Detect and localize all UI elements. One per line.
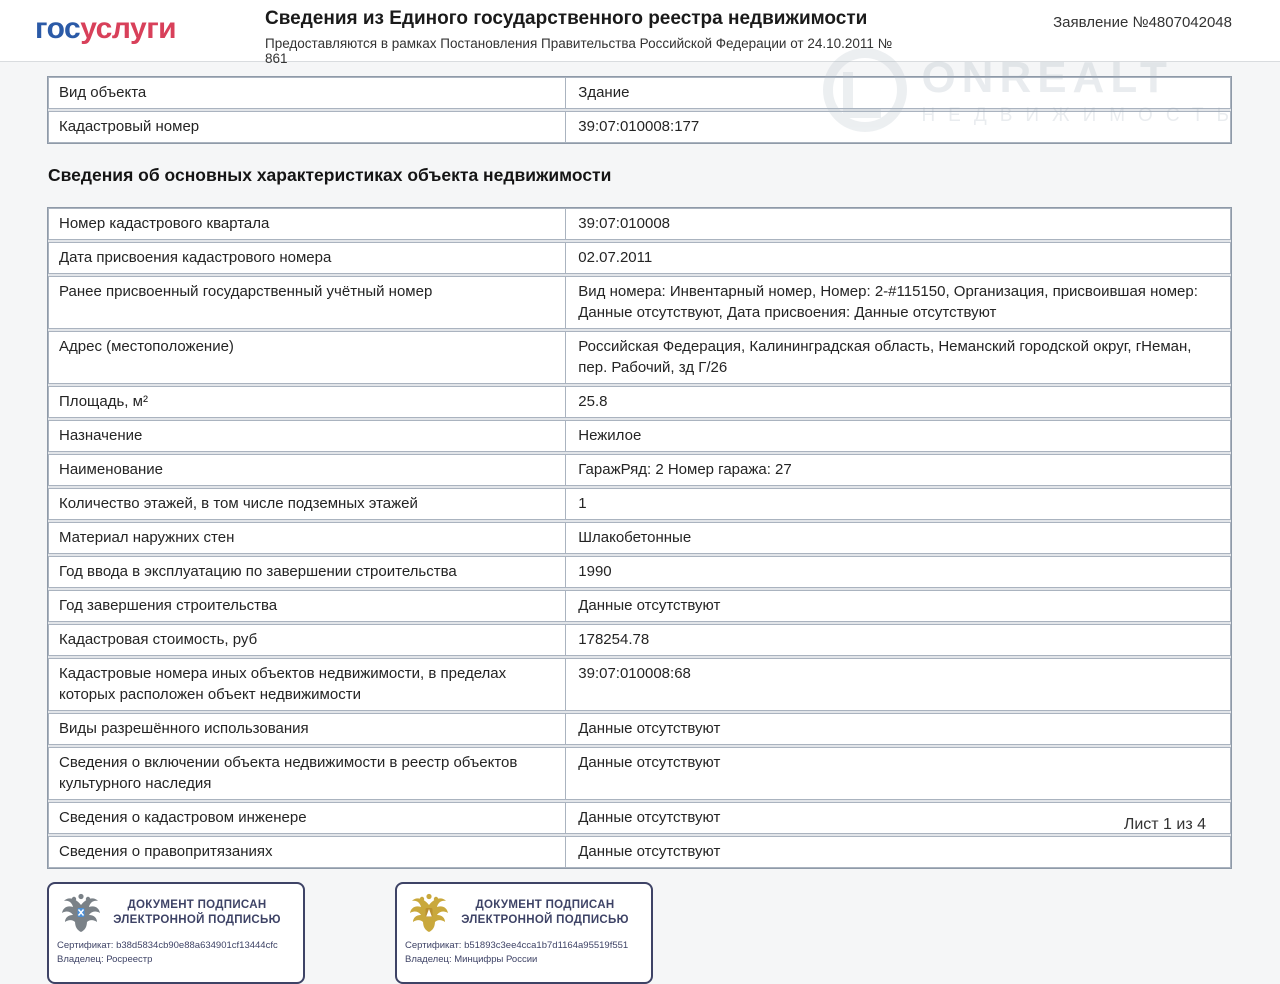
row-label: Вид объекта [49, 78, 566, 108]
row-value: 39:07:010008:68 [578, 665, 691, 682]
row-label: Количество этажей, в том числе подземных этажей [49, 489, 566, 519]
rosreestr-eagle-icon [59, 891, 103, 935]
row-value: Данные отсутствуют [578, 597, 721, 614]
stamp-certificate: Сертификат: b38d5834cb90e88a634901cf13444cfc [57, 940, 278, 951]
table-row [48, 624, 1231, 656]
table-row [48, 802, 1231, 834]
stamp-title: ДОКУМЕНТ ПОДПИСАН ЭЛЕКТРОННОЙ ПОДПИСЬЮ [113, 899, 281, 926]
table-row [48, 276, 1231, 329]
row-value: 1990 [578, 563, 612, 580]
row-label: Сведения о включении объекта недвижимости в реестр объектов культурного наследия [49, 748, 566, 799]
row-label: Кадастровый номер [49, 112, 566, 142]
logo-part-red: услуги [80, 12, 177, 45]
row-value: Шлакобетонные [578, 529, 692, 546]
row-label: Сведения о кадастровом инженере [49, 803, 566, 833]
row-value: 178254.78 [578, 631, 650, 648]
table-row [48, 386, 1231, 418]
row-value: Данные отсутствуют [578, 809, 721, 826]
stamp-title: ДОКУМЕНТ ПОДПИСАН ЭЛЕКТРОННОЙ ПОДПИСЬЮ [461, 899, 629, 926]
row-label: Год ввода в эксплуатацию по завершении строительства [49, 557, 566, 587]
stamp-certificate: Сертификат: b51893c3ee4cca1b7d1164a95519f551 [405, 940, 629, 951]
row-value: 02.07.2011 [578, 249, 653, 266]
row-value: Вид номера: Инвентарный номер, Номер: 2-#115150, Организация, присвоившая номер: Данные отсутствуют, Дата присвоения: Данные отсутствуют [578, 283, 1198, 321]
document-body [0, 62, 1280, 984]
row-value: Нежилое [578, 427, 642, 444]
table-row [48, 208, 1231, 240]
row-label: Кадастровые номера иных объектов недвижимости, в пределах которых расположен объект недвижимости [49, 659, 566, 710]
gosuslugi-logo [35, 12, 265, 46]
row-label: Адрес (местоположение) [49, 332, 566, 383]
object-summary-table [47, 76, 1232, 144]
main-characteristics-table [47, 207, 1232, 869]
row-value: 1 [578, 495, 587, 512]
title-block [265, 8, 905, 66]
row-label: Сведения о правопритязаниях [49, 837, 566, 867]
document-header [0, 0, 1280, 66]
table-row [48, 77, 1231, 109]
signature-stamps [47, 882, 1232, 984]
table-row [48, 713, 1231, 745]
watermark-line1: ONREALT [921, 53, 1173, 102]
page-number-label: Лист 1 из 4 [1123, 816, 1206, 833]
table-row [48, 331, 1231, 384]
row-value: Здание [578, 84, 630, 101]
table-row [48, 242, 1231, 274]
row-value: 25.8 [578, 393, 608, 410]
table-row [48, 488, 1231, 520]
watermark-line2: НЕДВИЖИМОСТЬ [921, 105, 1242, 126]
row-label: Ранее присвоенный государственный учётный номер [49, 277, 566, 328]
page-title: Сведения из Единого государственного реестра недвижимости [265, 8, 868, 29]
row-value: Данные отсутствуют [578, 843, 721, 860]
row-label: Год завершения строительства [49, 591, 566, 621]
mintsifry-eagle-icon [407, 891, 451, 935]
table-row [48, 111, 1231, 143]
row-value: 39:07:010008 [578, 215, 671, 232]
row-value: Российская Федерация, Калининградская область, Неманский городской округ, гНеман, пер. Рабочий, зд Г/26 [578, 338, 1192, 376]
table-row [48, 658, 1231, 711]
row-value: ГаражРяд: 2 Номер гаража: 27 [578, 461, 792, 478]
row-label: Наименование [49, 455, 566, 485]
row-label: Площадь, м² [49, 387, 566, 417]
table-row [48, 420, 1231, 452]
table-row [48, 747, 1231, 800]
row-label: Номер кадастрового квартала [49, 209, 566, 239]
row-label: Назначение [49, 421, 566, 451]
stamp-owner: Владелец: Минцифры России [405, 953, 538, 965]
stamp-owner: Владелец: Росреестр [57, 953, 153, 965]
row-value: Данные отсутствуют [578, 720, 721, 737]
row-label: Виды разрешённого использования [49, 714, 566, 744]
table-row [48, 836, 1231, 868]
row-value: 39:07:010008:177 [578, 118, 700, 135]
row-label: Дата присвоения кадастрового номера [49, 243, 566, 273]
signature-stamp-mintsifry [395, 882, 653, 984]
row-label: Материал наружних стен [49, 523, 566, 553]
logo-part-blue: гос [35, 12, 81, 45]
signature-stamp-rosreestr [47, 882, 305, 984]
section-title: Сведения об основных характеристиках объекта недвижимости [48, 165, 612, 185]
table-row [48, 590, 1231, 622]
table-row [48, 556, 1231, 588]
row-value: Данные отсутствуют [578, 754, 721, 771]
table-row [48, 522, 1231, 554]
application-number: Заявление №4807042048 [1053, 14, 1232, 31]
table-row [48, 454, 1231, 486]
row-label: Кадастровая стоимость, руб [49, 625, 566, 655]
page-subtitle: Предоставляются в рамках Постановления Правительства Российской Федерации от 24.10.2011 № 861 [265, 35, 893, 66]
